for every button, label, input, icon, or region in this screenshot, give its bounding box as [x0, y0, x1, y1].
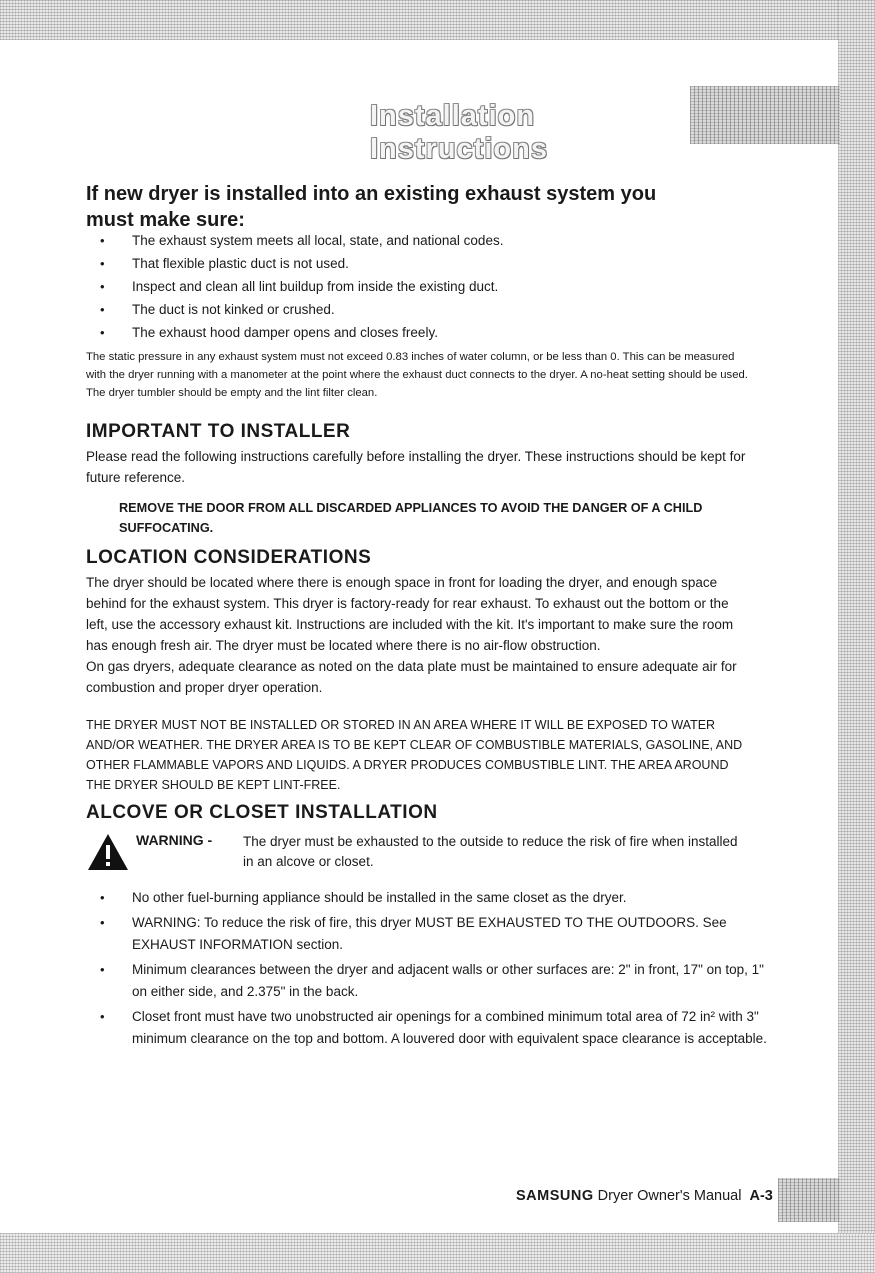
list-item: • No other fuel-burning appliance should be installed in the same closet as the dryer.: [100, 887, 780, 909]
warning-text: The dryer must be exhausted to the outside to reduce the risk of fire when installed in an alcove or closet.: [243, 834, 738, 869]
scan-edge-bottom: [0, 1233, 875, 1273]
location-caps-warning: THE DRYER MUST NOT BE INSTALLED OR STORED IN AN AREA WHERE IT WILL BE EXPOSED TO WATER AND/OR WEATHER. THE DRYER AREA IS TO BE KEPT CLEAR OF COMBUSTIBLE MATERIALS, GASOLINE, AND OTHER FLAMMABLE VAPORS AND LIQUIDS. A DRYER PRODUCES COMBUSTIBLE LINT. THE AREA AROUND THE DRYER SHOULD BE KEPT LINT-FREE.: [86, 718, 743, 792]
list-item: • WARNING: To reduce the risk of fire, this dryer MUST BE EXHAUSTED TO THE OUTDOORS. See EXHAUST INFORMATION section.: [100, 912, 780, 956]
existing-system-heading: [86, 181, 806, 233]
list-item: • That flexible plastic duct is not used.: [100, 252, 780, 275]
list-item: • Inspect and clean all lint buildup from inside the existing duct.: [100, 275, 780, 298]
footer-decor-band: [778, 1178, 840, 1222]
list-item: • The exhaust hood damper opens and closes freely.: [100, 321, 780, 344]
list-item: • The duct is not kinked or crushed.: [100, 298, 780, 321]
footer-manual-title: Dryer Owner's Manual: [597, 1188, 742, 1204]
footer-brand: SAMSUNG: [516, 1188, 594, 1204]
location-heading: LOCATION CONSIDERATIONS: [86, 547, 372, 568]
existing-system-heading-line1: If new dryer is installed into an existing exhaust system you: [86, 183, 657, 205]
list-item: • Closet front must have two unobstructed air openings for a combined minimum total area of 72 in² with 3" minimum clearance on the top and bottom. A louvered door with equivalent space clearance is acceptable.: [100, 1006, 780, 1050]
scan-edge-top: [0, 0, 875, 40]
list-item: • Minimum clearances between the dryer and adjacent walls or other surfaces are: 2" in front, 17" on top, 1" on either side, and 2.375" in the back.: [100, 959, 780, 1003]
header-decor-band: [690, 86, 840, 144]
door-removal-warning: REMOVE THE DOOR FROM ALL DISCARDED APPLIANCES TO AVOID THE DANGER OF A CHILD SUFFOCATING.: [119, 501, 703, 535]
page-footer: [516, 1188, 773, 1204]
alcove-heading: ALCOVE OR CLOSET INSTALLATION: [86, 802, 438, 823]
alcove-requirements-list: [100, 887, 780, 1053]
existing-system-heading-line2: must make sure:: [86, 209, 245, 231]
page-number: A-3: [749, 1188, 773, 1204]
alcove-warning: [86, 832, 786, 878]
scan-edge-right: [838, 0, 875, 1273]
installer-body: Please read the following instructions carefully before installing the dryer. These instructions should be kept for future reference.: [86, 449, 746, 485]
installer-heading: IMPORTANT TO INSTALLER: [86, 421, 351, 442]
location-body: The dryer should be located where there is enough space in front for loading the dryer, and enough space behind for the exhaust system. This dryer is factory-ready for rear exhaust. To exhaust out the bottom or the left, use the accessory exhaust kit. Instructions are included with the kit. It's important to make sure the room has enough fresh air. The dryer must be located where there is no air-flow obstruction.: [86, 575, 734, 653]
warning-triangle-icon: [86, 832, 130, 872]
list-item: • The exhaust system meets all local, state, and national codes.: [100, 229, 780, 252]
gas-dryer-note: On gas dryers, adequate clearance as noted on the data plate must be maintained to ensure adequate air for combustion and proper dryer operation.: [86, 659, 737, 695]
static-pressure-note: The static pressure in any exhaust system must not exceed 0.83 inches of water column, or be less than 0. This can be measured with the dryer running with a manometer at the point where the exhaust duct connects to the dryer. A no-heat setting should be used. The dryer tumbler should be empty and the lint filter clean.: [86, 351, 748, 399]
page-title: Installation Instructions: [370, 100, 548, 165]
existing-system-checklist: [100, 229, 780, 344]
warning-label: WARNING -: [136, 832, 213, 848]
